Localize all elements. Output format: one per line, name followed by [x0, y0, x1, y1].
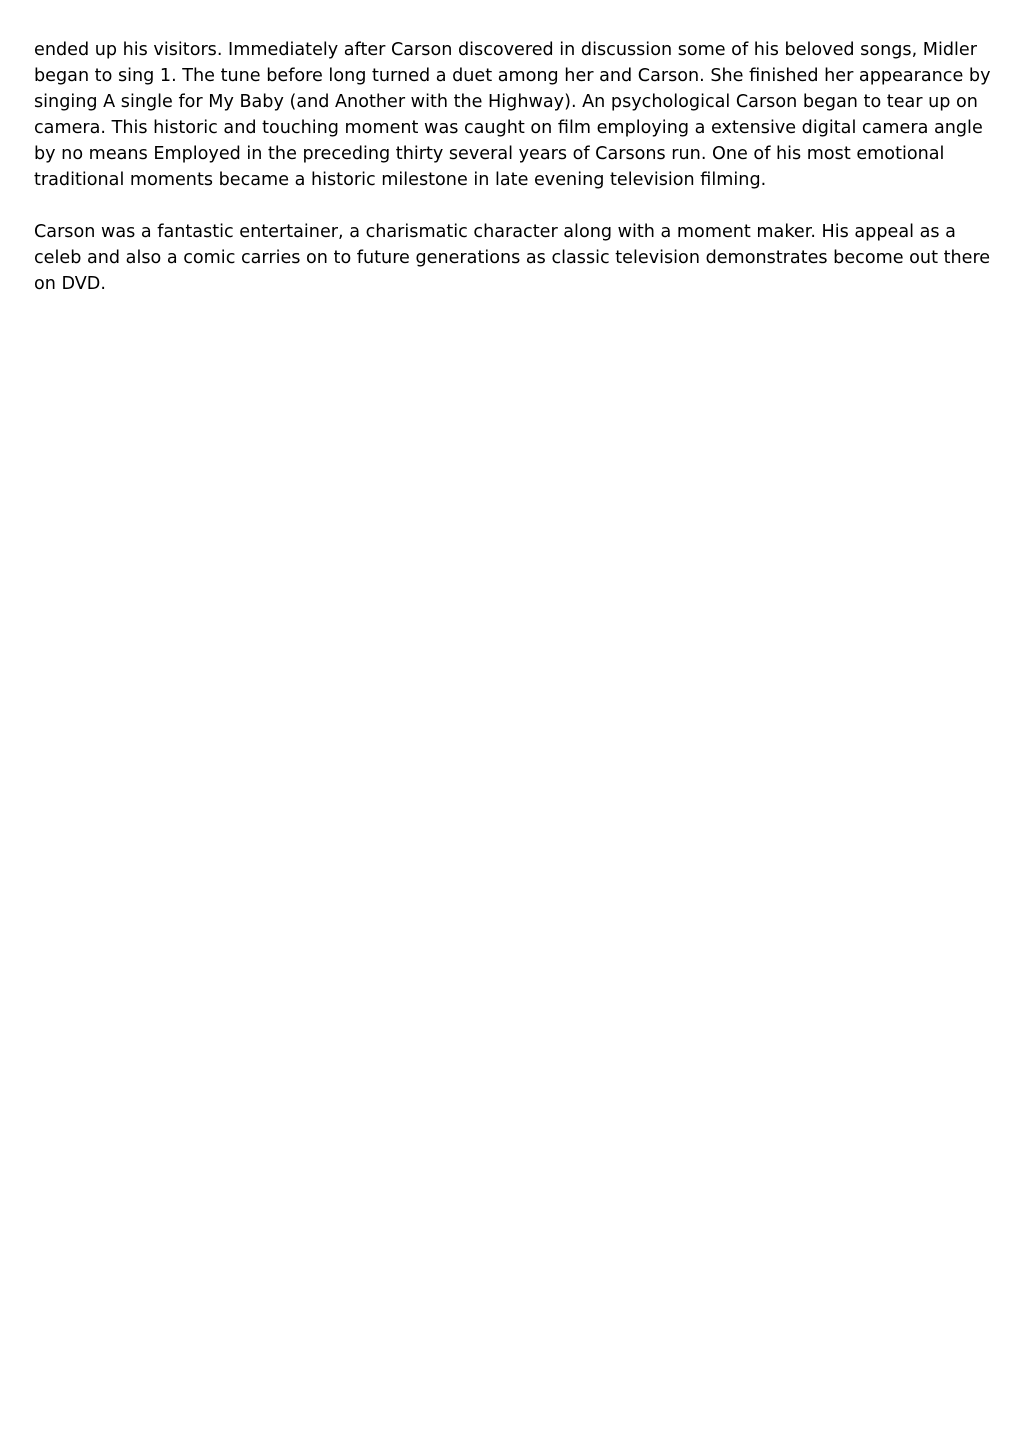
document-body [34, 37, 994, 297]
paragraph: ended up his visitors. Immediately after Carson discovered in discussion some of his beloved songs, Midler began to sing 1. The tune before long turned a duet among her and Carson. She finished her appearance by singing A single for My Baby (and Another with the Highway). An psychological Carson began to tear up on camera. This historic and touching moment was caught on film employing a extensive digital camera angle by no means Employed in the preceding thirty several years of Carsons run. One of his most emotional traditional moments became a historic milestone in late evening television filming. [34, 40, 991, 190]
paragraph: Carson was a fantastic entertainer, a charismatic character along with a moment maker. His appeal as a celeb and also a comic carries on to future generations as classic television demonstrates become out there on DVD. [34, 222, 991, 294]
